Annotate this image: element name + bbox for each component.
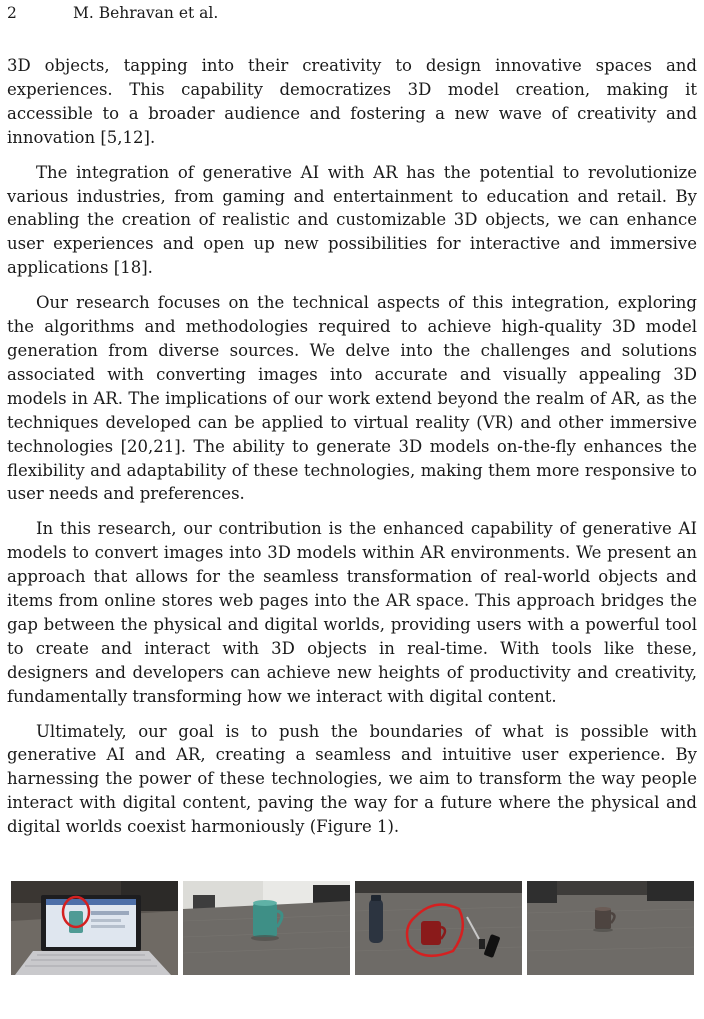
photo-generated-red-mug	[527, 881, 694, 975]
page-number: 2	[7, 4, 17, 22]
paragraph: The integration of generative AI with AR has the potential to revolutionize various industries, from gaming and entertainment to education and retail. By enabling the creation of realistic and customizable 3D objects, we can enhance user experiences and open up new possibilities for interactive and immersive applications [18].	[7, 162, 697, 278]
paragraph: 3D objects, tapping into their creativity to design innovative spaces and experiences. This capability democratizes 3D model creation, making it accessible to a broader audience and fostering a new wave of creativity and innovation [5,12].	[7, 56, 697, 147]
photo-red-mug-circled	[355, 881, 522, 975]
photo-laptop-mug-circled	[11, 881, 178, 975]
photo-generated-teal-mug	[183, 881, 350, 975]
figure-1-strip	[11, 881, 694, 975]
running-header	[7, 3, 218, 23]
body-text	[7, 54, 697, 850]
running-head: M. Behravan et al.	[73, 4, 219, 22]
paragraph: In this research, our contribution is the enhanced capability of generative AI models to convert images into 3D models within AR environments. We present an approach that allows for the seamless transformation of real-world objects and items from online stores web pages into the AR space. This approach bridges the gap between the physical and digital worlds, providing users with a powerful tool to create and interact with 3D objects in real-time. With tools like these, designers and developers can achieve new heights of productivity and creativity, fundamentally transforming how we interact with digital content.	[7, 519, 697, 706]
paragraph: Ultimately, our goal is to push the boundaries of what is possible with generative AI and AR, creating a seamless and intuitive user experience. By harnessing the power of these technologies, we aim to transform the way people interact with digital content, paving the way for a future where the physical and digital worlds coexist harmoniously (Figure 1).	[7, 721, 697, 837]
paragraph: Our research focuses on the technical aspects of this integration, exploring the algorithms and methodologies required to achieve high-quality 3D model generation from diverse sources. We delve into the challenges and solutions associated with converting images into accurate and visually appealing 3D models in AR. The implications of our work extend beyond the realm of AR, as the techniques developed can be applied to virtual reality (VR) and other immersive technologies [20,21]. The ability to generate 3D models on-the-fly enhances the flexibility and adaptability of these technologies, making them more responsive to user needs and preferences.	[7, 293, 697, 504]
